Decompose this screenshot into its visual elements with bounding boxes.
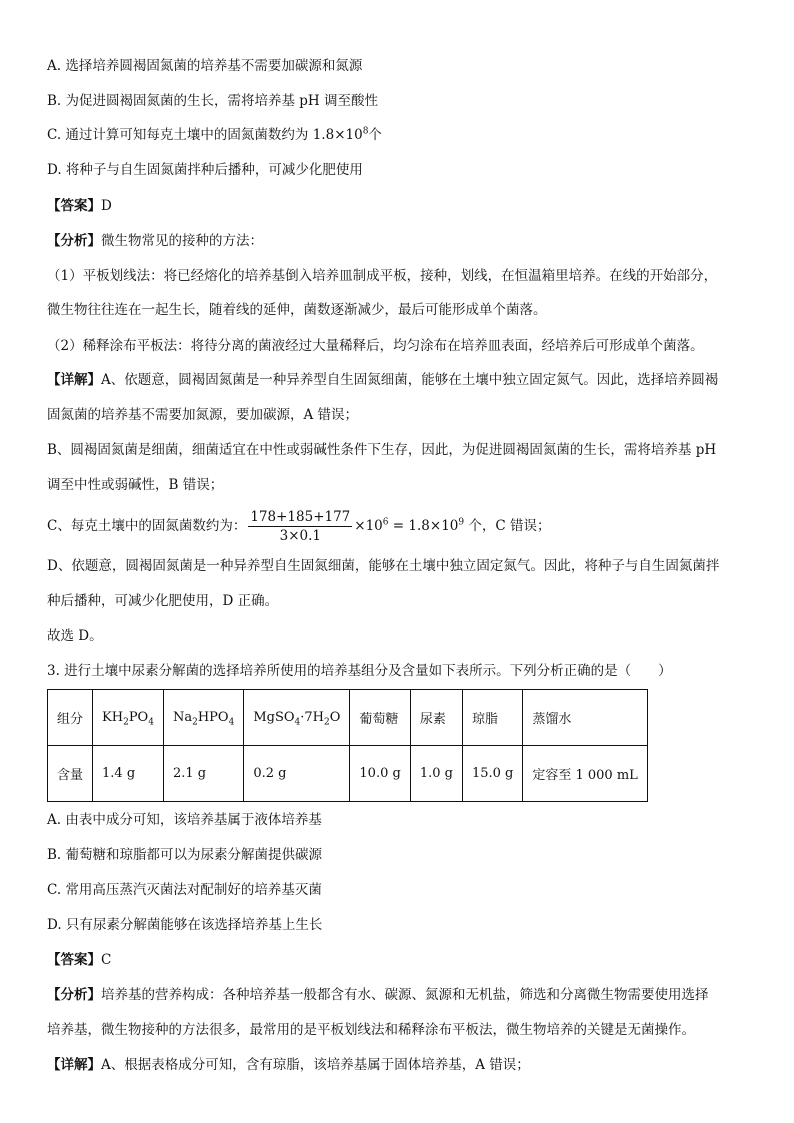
- q2-option-b: B. 为促进圆褐固氮菌的生长，需将培养基 pH 调至酸性: [47, 93, 378, 109]
- fraction: $\frac{178+185+177}{3\times 0.1}$: [250, 509, 351, 544]
- q3-detail-a: 【详解】A、根据表格成分可知，含有琼脂，该培养基属于固体培养基，A 错误；: [47, 1057, 530, 1073]
- table-cell: 2.1 g: [163, 746, 243, 802]
- table-cell: $Na_2HPO_4$: [163, 690, 243, 746]
- q2-option-d: D. 将种子与自生固氮菌拌种后播种，可减少化肥使用: [47, 162, 363, 178]
- q3-analysis: 【分析】培养基的营养构成：各种培养基一般都含有水、碳源、氮源和无机盐，筛选和分离微生物需要使用选择: [47, 987, 709, 1003]
- table-cell: 琼脂: [462, 690, 522, 746]
- table-cell: 葡萄糖: [350, 690, 410, 746]
- table-cell: 含量: [48, 746, 93, 802]
- q2-analysis-line: 微生物往往连在一起生长，随着线的延伸，菌数逐渐减少，最后可能形成单个菌落。: [47, 302, 547, 318]
- q3-analysis-cont: 培养基，微生物接种的方法很多，最常用的是平板划线法和稀释涂布平板法，微生物培养的关键是无菌操作。: [47, 1022, 695, 1038]
- q2-analysis-line: （2）稀释涂布平板法：将待分离的菌液经过大量稀释后，均匀涂布在培养皿表面，经培养后可形成单个菌落。: [47, 338, 704, 354]
- q2-detail-b: B、圆褐固氮菌是细菌，细菌适宜在中性或弱碱性条件下生存，因此，为促进圆褐固氮菌的生长，需将培养基 pH: [47, 442, 717, 458]
- q2-detail-c-formula: C、每克土壤中的固氮菌数约为： $\frac{178+185+177}{3\times 0.1}$ $\times 10^6 = 1.8\times 10^9$ 个，C 错误；: [47, 509, 551, 544]
- table-row: [48, 690, 648, 746]
- q2-detail-a-cont: 固氮菌的培养基不需要加氮源，要加碳源，A 错误；: [47, 407, 359, 423]
- q2-conclusion: 故选 D。: [47, 628, 103, 644]
- table-row: [48, 746, 648, 802]
- table-cell: 1.4 g: [93, 746, 164, 802]
- q2-option-c: C. 通过计算可知每克土壤中的固氮菌数约为 $1.8\times 10^8$个: [47, 126, 382, 143]
- q2-answer: 【答案】D: [47, 198, 112, 214]
- q3-answer: 【答案】C: [47, 952, 112, 968]
- q2-detail-a: 【详解】A、依题意，圆褐固氮菌是一种异养型自生固氮细菌，能够在土壤中独立固定氮气。因此，选择培养圆褐: [47, 372, 719, 388]
- table-cell: 组分: [48, 690, 93, 746]
- table-cell: 0.2 g: [244, 746, 350, 802]
- table-cell: 定容至 1 000 mL: [523, 746, 647, 802]
- q3-stem: 3. 进行土壤中尿素分解菌的选择培养所使用的培养基组分及含量如下表所示。下列分析正确的是（ ）: [47, 663, 672, 679]
- q2-analysis-line: （1）平板划线法：将已经熔化的培养基倒入培养皿制成平板，接种，划线，在恒温箱里培养。在线的开始部分，: [47, 268, 718, 284]
- table-cell: $MgSO_4\cdot 7H_2O$: [244, 690, 350, 746]
- table-cell: $KH_2PO_4$: [93, 690, 164, 746]
- q2-detail-b-cont: 调至中性或弱碱性，B 错误；: [47, 477, 224, 493]
- medium-composition-table: [47, 689, 648, 802]
- q3-option-a: A. 由表中成分可知，该培养基属于液体培养基: [47, 812, 322, 828]
- q3-option-b: B. 葡萄糖和琼脂都可以为尿素分解菌提供碳源: [47, 847, 323, 863]
- table-cell: 10.0 g: [350, 746, 410, 802]
- table-cell: 尿素: [410, 690, 462, 746]
- q2-detail-d-cont: 种后播种，可减少化肥使用，D 正确。: [47, 593, 279, 609]
- table-cell: 蒸馏水: [523, 690, 647, 746]
- q2-option-a: A. 选择培养圆褐固氮菌的培养基不需要加碳源和氮源: [47, 58, 363, 74]
- table-cell: 1.0 g: [410, 746, 462, 802]
- q3-option-d: D. 只有尿素分解菌能够在该选择培养基上生长: [47, 917, 323, 933]
- q3-option-c: C. 常用高压蒸汽灭菌法对配制好的培养基灭菌: [47, 882, 322, 898]
- q2-detail-d: D、依题意，圆褐固氮菌是一种异养型自生固氮细菌，能够在土壤中独立固定氮气。因此，将种子与自生固氮菌拌: [47, 558, 720, 574]
- table-cell: 15.0 g: [462, 746, 522, 802]
- q2-analysis-intro: 【分析】微生物常见的接种的方法：: [47, 233, 263, 249]
